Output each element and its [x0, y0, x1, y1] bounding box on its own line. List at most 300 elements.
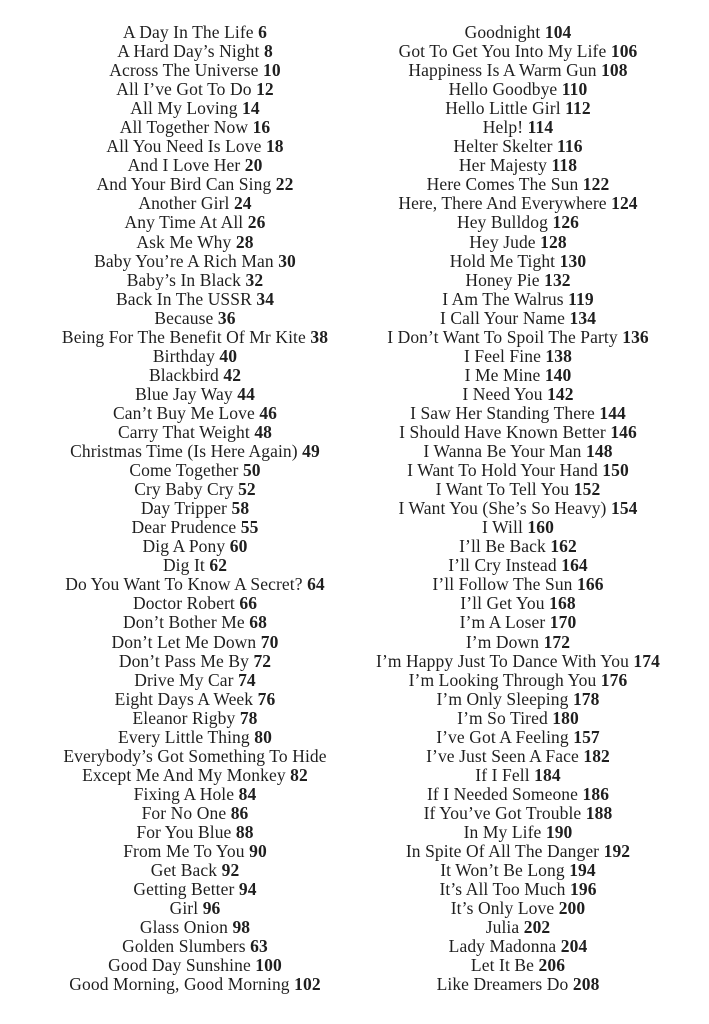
page-number: 84	[238, 783, 257, 804]
index-entry	[350, 842, 686, 861]
song-title: I’ve Got A Feeling	[436, 726, 569, 747]
song-title: I Want To Tell You	[435, 479, 570, 500]
index-entry	[350, 575, 686, 594]
index-entry	[350, 899, 686, 918]
page-number: 136	[622, 326, 649, 347]
page-number: 80	[254, 726, 272, 747]
page-number: 64	[307, 574, 325, 595]
index-entry	[10, 423, 380, 442]
index-entry	[10, 861, 380, 880]
page-number: 170	[549, 612, 577, 633]
index-entry	[10, 252, 380, 271]
page-number: 8	[263, 41, 273, 62]
song-title: I Saw Her Standing There	[410, 402, 595, 423]
song-title: Girl	[169, 898, 199, 919]
song-title: I Call Your Name	[439, 307, 566, 328]
index-entry	[10, 309, 380, 328]
index-entry	[350, 194, 686, 213]
song-title: Fixing A Hole	[133, 783, 235, 804]
song-title: I’m Down	[465, 631, 540, 652]
song-title: Drive My Car	[134, 669, 234, 690]
song-title: Blue Jay Way	[135, 383, 233, 404]
page-number: 148	[586, 441, 613, 462]
page-number: 38	[310, 326, 329, 347]
song-title: Don’t Pass Me By	[118, 650, 249, 671]
page-number: 32	[245, 269, 264, 290]
page-number: 72	[253, 650, 272, 671]
index-entry	[10, 404, 380, 423]
song-title: Hold Me Tight	[449, 250, 556, 271]
page-number: 16	[252, 117, 271, 138]
index-entry	[350, 233, 686, 252]
index-entry	[350, 804, 686, 823]
page-number: 178	[572, 688, 600, 709]
song-title: Goodnight	[464, 22, 541, 42]
index-entry	[350, 728, 686, 747]
page-number: 49	[302, 441, 320, 462]
index-entry	[350, 175, 686, 194]
song-title: Back In The USSR	[115, 288, 252, 309]
index-entry	[10, 556, 380, 575]
index-entry	[350, 480, 686, 499]
page-number: 58	[231, 498, 250, 519]
index-entry	[10, 347, 380, 366]
page-number: 204	[560, 936, 588, 957]
index-entry	[350, 213, 686, 232]
page-number: 122	[582, 174, 610, 195]
song-title: I Feel Fine	[464, 345, 541, 366]
page-number: 192	[603, 841, 631, 862]
index-entry	[350, 956, 686, 975]
index-entry	[350, 975, 686, 994]
page-number: 180	[552, 707, 579, 728]
index-entry	[10, 937, 380, 956]
index-entry	[10, 328, 380, 347]
song-title: Golden Slumbers	[122, 936, 246, 957]
song-title: I’ll Get You	[460, 593, 545, 614]
song-title: Ask Me Why	[136, 231, 232, 252]
page-number: 60	[229, 536, 248, 557]
page-number: 182	[583, 745, 610, 766]
index-entry	[10, 137, 380, 156]
song-title: Good Morning, Good Morning	[69, 974, 290, 995]
index-entry	[350, 633, 686, 652]
song-title: I Me Mine	[464, 364, 541, 385]
page-number: 116	[556, 136, 583, 157]
index-entry	[350, 594, 686, 613]
index-entry	[350, 385, 686, 404]
song-title: Any Time At All	[124, 212, 244, 233]
song-title: Like Dreamers Do	[436, 974, 569, 995]
index-entry	[350, 80, 686, 99]
song-title: If I Fell	[475, 764, 530, 785]
page-number: 76	[257, 688, 276, 709]
index-entry	[350, 861, 686, 880]
index-entry	[350, 328, 686, 347]
index-entry	[10, 213, 380, 232]
page-number: 96	[202, 898, 221, 919]
index-entry	[350, 671, 686, 690]
index-entry	[10, 594, 380, 613]
page-number: 50	[242, 460, 261, 481]
song-title: Lady Madonna	[448, 936, 557, 957]
song-title: Eleanor Rigby	[132, 707, 236, 728]
page-number: 126	[552, 212, 580, 233]
index-entry	[10, 804, 380, 823]
index-entry	[350, 252, 686, 271]
page-number: 144	[599, 402, 626, 423]
index-entry	[350, 880, 686, 899]
page-number: 114	[527, 117, 554, 138]
song-title: Do You Want To Know A Secret?	[65, 574, 303, 595]
index-entry	[350, 156, 686, 175]
index-entry	[350, 23, 686, 42]
song-title: Dig It	[162, 555, 205, 576]
index-entry	[10, 175, 380, 194]
page-number: 48	[254, 421, 273, 442]
page-number: 88	[235, 821, 254, 842]
page-number: 188	[585, 802, 613, 823]
song-title: I’ll Cry Instead	[448, 555, 557, 576]
index-entry	[10, 575, 380, 594]
song-title: Here Comes The Sun	[426, 174, 579, 195]
page-number: 157	[573, 726, 600, 747]
index-entry	[350, 271, 686, 290]
index-entry	[350, 137, 686, 156]
song-title: I Don’t Want To Spoil The Party	[387, 326, 618, 347]
song-title: I Am The Walrus	[442, 288, 564, 309]
index-entry	[350, 823, 686, 842]
index-entry	[10, 480, 380, 499]
song-title: All Together Now	[119, 117, 249, 138]
song-title: Come Together	[129, 460, 239, 481]
index-entry	[350, 918, 686, 937]
song-title: It Won’t Be Long	[440, 860, 565, 881]
song-title: I Want To Hold Your Hand	[407, 460, 598, 481]
song-title: A Day In The Life	[123, 22, 254, 42]
index-entry	[10, 766, 380, 785]
index-column-left	[10, 23, 380, 994]
index-entry	[10, 442, 380, 461]
song-title: I Want You (She’s So Heavy)	[398, 498, 607, 519]
song-title: Hello Little Girl	[445, 98, 561, 119]
index-entry	[10, 956, 380, 975]
page-number: 46	[259, 402, 278, 423]
page-number: 108	[601, 60, 628, 81]
index-entry	[350, 709, 686, 728]
index-entry	[10, 823, 380, 842]
index-entry	[10, 366, 380, 385]
page-number: 18	[265, 136, 284, 157]
index-entry	[350, 423, 686, 442]
song-title: In My Life	[463, 821, 542, 842]
song-title: Hey Bulldog	[456, 212, 548, 233]
page-number: 112	[565, 98, 591, 119]
index-entry	[10, 728, 380, 747]
index-entry	[10, 194, 380, 213]
index-entry	[350, 442, 686, 461]
index-entry	[350, 747, 686, 766]
index-entry	[350, 518, 686, 537]
page-number: 146	[610, 421, 637, 442]
index-entry	[350, 556, 686, 575]
index-entry	[350, 61, 686, 80]
index-entry	[10, 80, 380, 99]
song-title: Don’t Bother Me	[123, 612, 245, 633]
song-title: I’m So Tired	[457, 707, 548, 728]
page-number: 140	[544, 364, 572, 385]
page-number: 138	[545, 345, 572, 366]
page-number: 100	[255, 955, 282, 976]
page-number: 152	[573, 479, 601, 500]
index-entry	[350, 404, 686, 423]
page-number: 20	[244, 155, 263, 176]
index-entry	[10, 613, 380, 632]
page-number: 124	[611, 193, 638, 214]
song-title: Don’t Let Me Down	[111, 631, 257, 652]
page-number: 42	[223, 364, 242, 385]
page-number: 104	[544, 22, 572, 42]
page-number: 194	[569, 860, 596, 881]
page-number: 186	[582, 783, 610, 804]
page-number: 98	[232, 917, 251, 938]
index-entry	[10, 537, 380, 556]
song-title: A Hard Day’s Night	[117, 41, 260, 62]
song-title: Here, There And Everywhere	[398, 193, 607, 214]
page-number: 6	[258, 22, 267, 42]
page-number: 206	[538, 955, 566, 976]
index-entry	[350, 461, 686, 480]
song-title: Her Majesty	[458, 155, 547, 176]
index-entry	[10, 842, 380, 861]
index-entry	[350, 766, 686, 785]
song-title: Dear Prudence	[131, 517, 237, 538]
index-entry	[350, 937, 686, 956]
page-number: 10	[263, 60, 281, 81]
index-entry	[10, 690, 380, 709]
song-title: I’ve Just Seen A Face	[426, 745, 579, 766]
song-title: Baby You’re A Rich Man	[94, 250, 274, 271]
song-title: Across The Universe	[109, 60, 259, 81]
index-entry	[350, 785, 686, 804]
index-entry	[10, 233, 380, 252]
song-title: Help!	[482, 117, 524, 138]
page-number: 63	[250, 936, 268, 957]
page-number: 132	[544, 269, 571, 290]
index-entry	[350, 537, 686, 556]
index-entry	[10, 156, 380, 175]
index-entry	[10, 880, 380, 899]
song-title: Because	[154, 307, 214, 328]
song-title: In Spite Of All The Danger	[405, 841, 600, 862]
index-entry	[350, 42, 686, 61]
index-entry	[10, 23, 380, 42]
page-number: 102	[294, 974, 321, 995]
page-number: 26	[247, 212, 266, 233]
song-title: Got To Get You Into My Life	[398, 41, 607, 62]
index-entry	[10, 652, 380, 671]
page-number: 55	[240, 517, 259, 538]
index-entry	[10, 461, 380, 480]
song-title: Get Back	[150, 860, 218, 881]
page-number: 128	[540, 231, 567, 252]
song-title: I’ll Be Back	[459, 536, 546, 557]
index-entry	[10, 271, 380, 290]
song-title: If I Needed Someone	[426, 783, 579, 804]
page-number: 82	[290, 764, 308, 785]
song-title: Helter Skelter	[453, 136, 553, 157]
song-title: And Your Bird Can Sing	[96, 174, 272, 195]
index-entry	[10, 385, 380, 404]
song-title: From Me To You	[123, 841, 245, 862]
page-number: 28	[235, 231, 254, 252]
song-title: All My Loving	[130, 98, 238, 119]
page-number: 52	[238, 479, 256, 500]
page-number: 34	[256, 288, 275, 309]
index-entry	[10, 499, 380, 518]
page-number: 150	[602, 460, 629, 481]
page-number: 130	[559, 250, 587, 271]
song-title: Eight Days A Week	[114, 688, 254, 709]
song-title: I’ll Follow The Sun	[432, 574, 573, 595]
song-title: I’m Happy Just To Dance With You	[376, 650, 629, 671]
song-title: Baby’s In Black	[126, 269, 242, 290]
index-entry	[350, 652, 686, 671]
page-number: 94	[238, 879, 257, 900]
index-entry	[10, 975, 380, 994]
index-entry	[350, 366, 686, 385]
song-title: Honey Pie	[465, 269, 540, 290]
page-number: 119	[568, 288, 594, 309]
song-title: For No One	[141, 802, 227, 823]
index-entry	[10, 61, 380, 80]
song-title: Day Tripper	[140, 498, 227, 519]
song-title: Except Me And My Monkey	[82, 764, 286, 785]
index-entry	[350, 290, 686, 309]
song-title: Cry Baby Cry	[134, 479, 234, 500]
page-number: 24	[233, 193, 252, 214]
page-number: 166	[577, 574, 604, 595]
index-entry	[10, 747, 380, 766]
song-title: All You Need Is Love	[106, 136, 262, 157]
song-title: If You’ve Got Trouble	[423, 802, 582, 823]
page-number: 190	[545, 821, 573, 842]
page-number: 92	[221, 860, 240, 881]
index-entry	[10, 518, 380, 537]
song-title: Birthday	[152, 345, 215, 366]
page-number: 22	[275, 174, 294, 195]
index-entry	[10, 671, 380, 690]
song-title: Good Day Sunshine	[108, 955, 251, 976]
page-number: 164	[561, 555, 588, 576]
song-title: Can’t Buy Me Love	[112, 402, 255, 423]
page-number: 12	[256, 79, 274, 100]
page-number: 36	[217, 307, 236, 328]
index-entry	[10, 118, 380, 137]
song-title: Dig A Pony	[142, 536, 226, 557]
index-column-right	[350, 23, 686, 994]
song-title: I Should Have Known Better	[399, 421, 606, 442]
page-number: 30	[278, 250, 296, 271]
index-entry	[10, 709, 380, 728]
page-number: 74	[238, 669, 256, 690]
page-number: 78	[239, 707, 258, 728]
song-title: Christmas Time (Is Here Again)	[70, 441, 298, 462]
page-number: 200	[558, 898, 586, 919]
page-number: 160	[527, 517, 554, 538]
song-title: Every Little Thing	[118, 726, 250, 747]
song-title: Being For The Benefit Of Mr Kite	[61, 326, 306, 347]
page-number: 118	[551, 155, 578, 176]
page-number: 110	[561, 79, 588, 100]
index-entry	[10, 99, 380, 118]
page-number: 174	[633, 650, 660, 671]
song-title: Happiness Is A Warm Gun	[408, 60, 597, 81]
page-number: 202	[523, 917, 551, 938]
song-title: I Wanna Be Your Man	[423, 441, 582, 462]
page-number: 62	[209, 555, 228, 576]
index-entry	[350, 690, 686, 709]
song-title: Glass Onion	[139, 917, 228, 938]
song-title: Everybody’s Got Something To Hide	[63, 745, 327, 766]
index-entry	[350, 99, 686, 118]
song-title: I Will	[482, 517, 523, 538]
index-entry	[10, 42, 380, 61]
index-entry	[350, 347, 686, 366]
song-title: And I Love Her	[127, 155, 241, 176]
song-title: Another Girl	[138, 193, 230, 214]
page-number: 208	[572, 974, 600, 995]
index-entry	[10, 290, 380, 309]
song-title: I’m A Loser	[459, 612, 546, 633]
page-number: 154	[610, 498, 638, 519]
index-entry	[350, 118, 686, 137]
page-number: 106	[610, 41, 638, 62]
page-number: 162	[550, 536, 577, 557]
page-number: 184	[534, 764, 561, 785]
index-entry	[350, 613, 686, 632]
song-title: Getting Better	[133, 879, 235, 900]
page-number: 70	[260, 631, 279, 652]
page-number: 40	[219, 345, 238, 366]
index-entry	[10, 918, 380, 937]
song-title: Blackbird	[148, 364, 219, 385]
page-number: 142	[547, 383, 574, 404]
song-title: Julia	[485, 917, 520, 938]
page-number: 196	[570, 879, 597, 900]
song-title: Let It Be	[470, 955, 535, 976]
page-number: 168	[549, 593, 576, 614]
page-number: 14	[242, 98, 260, 119]
page-number: 66	[239, 593, 258, 614]
index-entry	[350, 499, 686, 518]
song-title: I’m Looking Through You	[408, 669, 597, 690]
song-title: Hello Goodbye	[448, 79, 558, 100]
song-title: Doctor Robert	[132, 593, 235, 614]
song-title: I’m Only Sleeping	[436, 688, 569, 709]
song-title: It’s Only Love	[450, 898, 555, 919]
index-entry	[10, 633, 380, 652]
song-title: Hey Jude	[469, 231, 536, 252]
page-number: 134	[569, 307, 597, 328]
index-entry	[350, 309, 686, 328]
page-number: 68	[249, 612, 267, 633]
page-number: 86	[230, 802, 249, 823]
song-title: For You Blue	[136, 821, 232, 842]
song-title: I Need You	[462, 383, 543, 404]
song-title: All I’ve Got To Do	[116, 79, 252, 100]
page-number: 44	[237, 383, 255, 404]
